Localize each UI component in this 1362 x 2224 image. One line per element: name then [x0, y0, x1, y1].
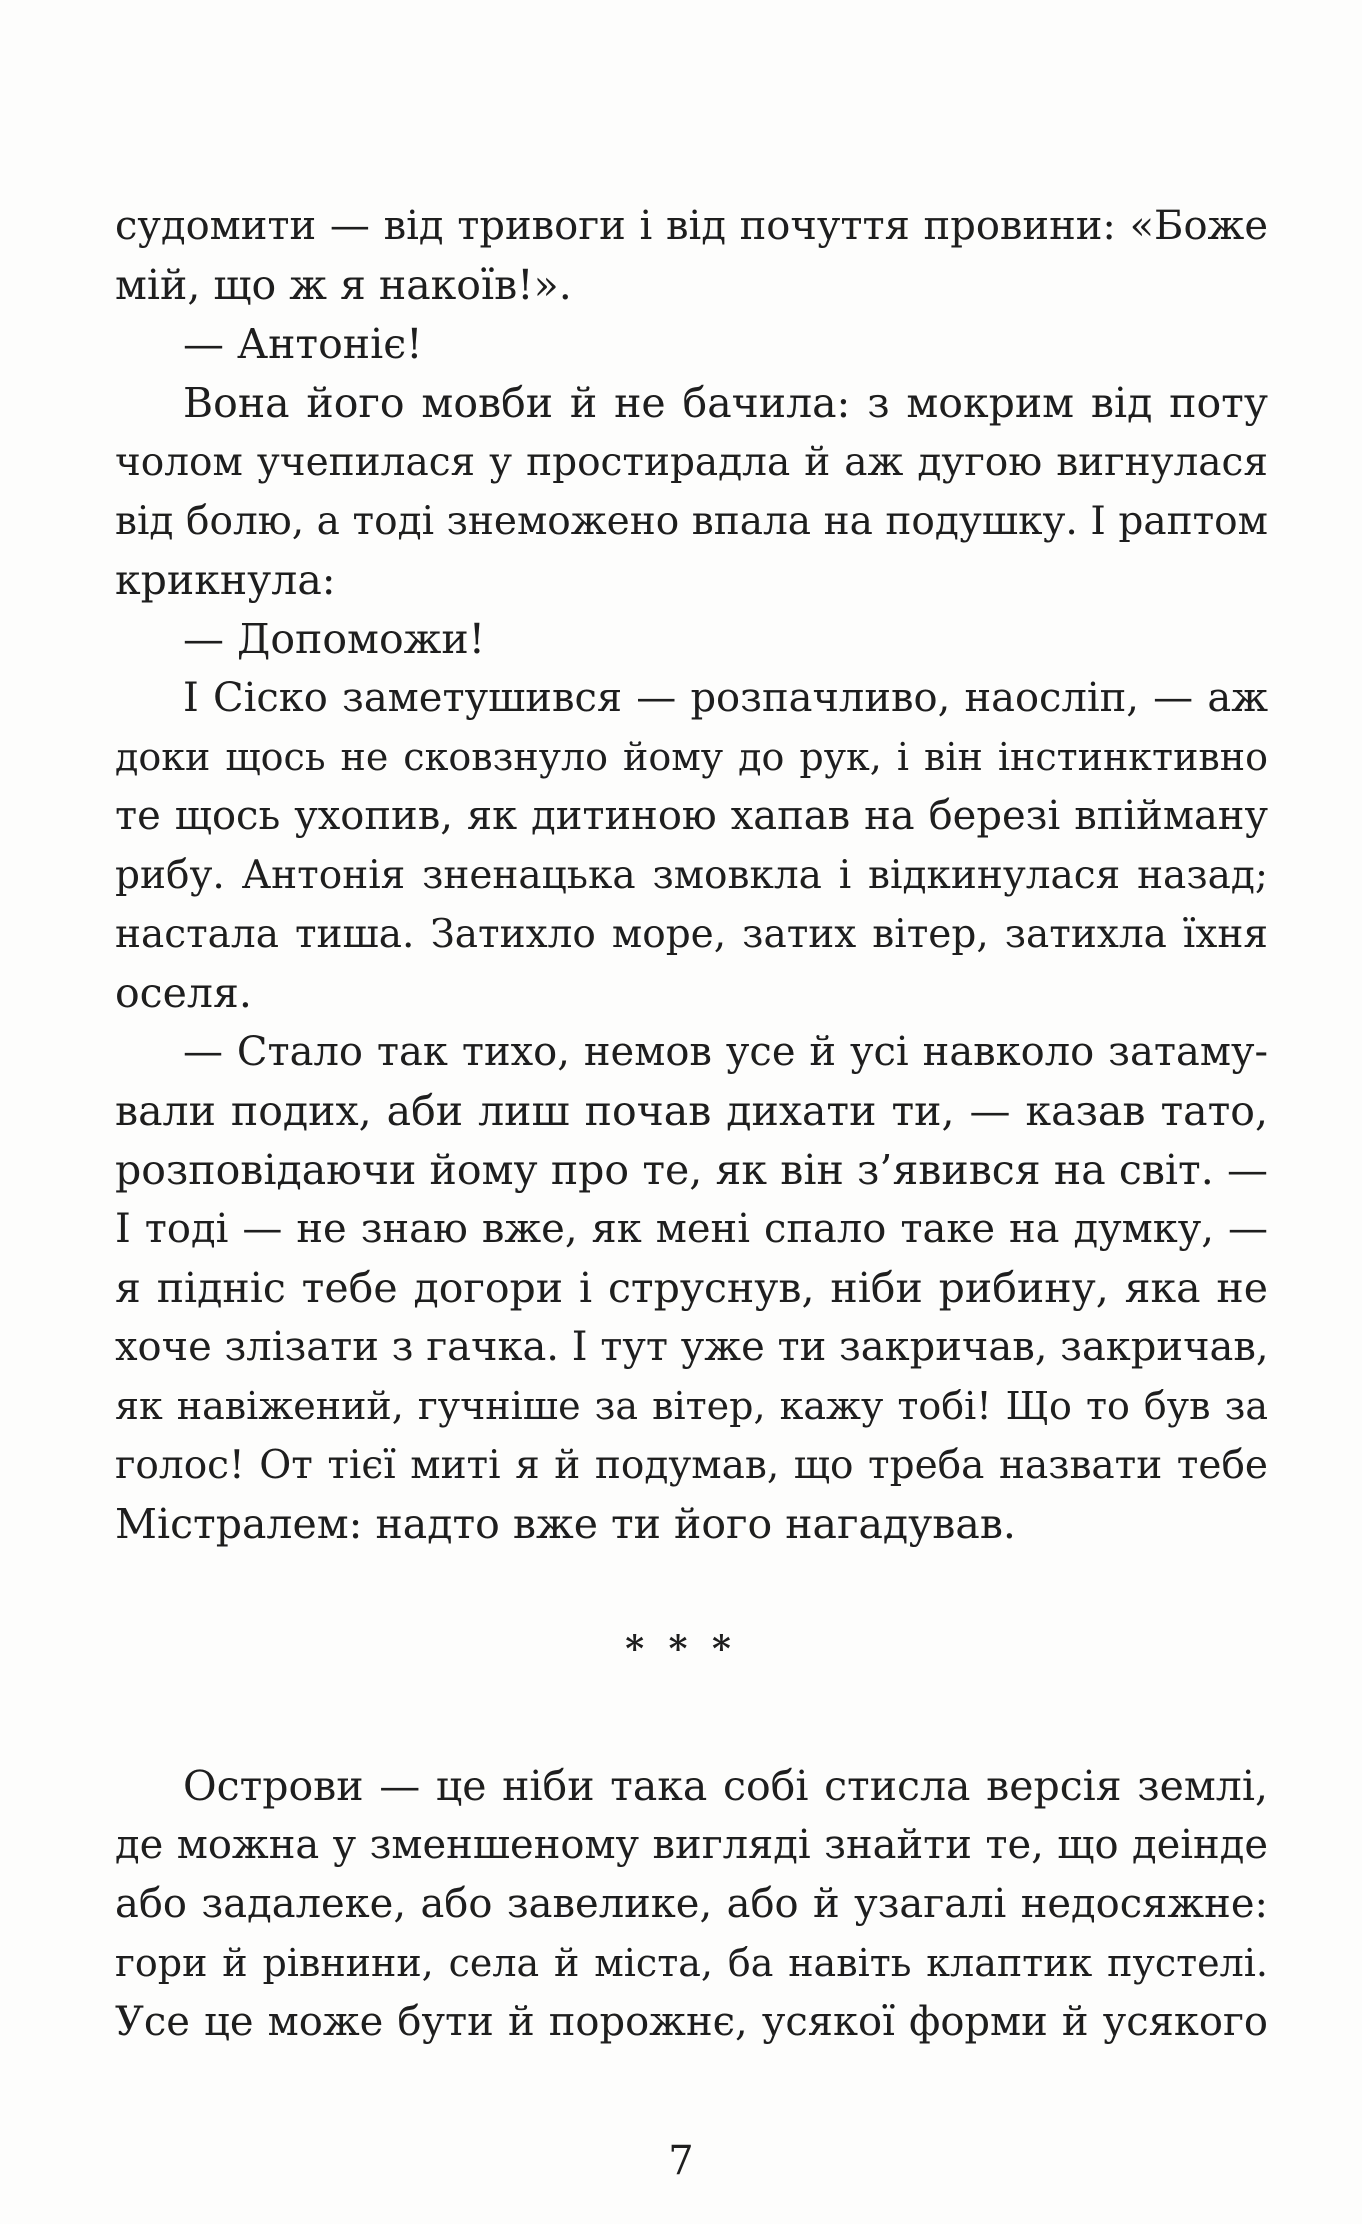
text-line: оселя.	[115, 969, 252, 1017]
text-line: І тоді — не знаю вже, як мені спало таке на думку, —	[115, 1206, 1268, 1252]
section-2-text	[115, 1757, 1268, 2052]
text-line: судомити — від тривоги і від почуття провини: «Боже	[115, 203, 1268, 249]
text-line: рибу. Антонія зненацька змовкла і відкинулася назад;	[115, 853, 1268, 898]
text-line: І Сіско заметушився — розпачливо, наосліп, — аж	[183, 675, 1268, 721]
main-text	[115, 197, 1268, 1554]
text-line: — Антоніє!	[183, 320, 423, 368]
text-line: Острови — це ніби така собі стисла версія землі,	[183, 1762, 1268, 1810]
text-line: доки щось не сковзнуло йому до рук, і він інстинктивно	[115, 735, 1268, 779]
text-line: розповідаючи йому про те, як він з’явився на світ. —	[115, 1146, 1268, 1194]
text-line: як навіжений, гучніше за вітер, кажу тобі! Що то був за	[115, 1384, 1268, 1428]
text-line: хоче злізати з гачка. І тут уже ти закричав, закричав,	[115, 1324, 1269, 1370]
text-line: я підніс тебе догори і струснув, ніби рибину, яка не	[115, 1264, 1268, 1312]
text-line: те щось ухопив, як дитиною хапав на березі впійману	[115, 793, 1268, 839]
section-separator: * * *	[625, 1628, 737, 1670]
text-line: чолом учепилася у простирадла й аж дугою вигнулася	[115, 440, 1268, 485]
text-line: від болю, а тоді знеможено впала на подушку. І раптом	[115, 499, 1268, 544]
text-line: — Допоможи!	[183, 615, 486, 663]
text-line: або задалеке, або завелике, або й узагалі недосяжне:	[115, 1881, 1268, 1927]
text-line: вали подих, аби лиш почав дихати ти, — казав тато,	[115, 1087, 1268, 1135]
page-number: 7	[668, 2138, 694, 2184]
text-line: голос! От тієї миті я й подумав, що треба назвати тебе	[115, 1443, 1268, 1488]
text-line: де можна у зменшеному вигляді знайти те, що деінде	[115, 1822, 1268, 1868]
text-line: настала тиша. Затихло море, затих вітер, затихла їхня	[115, 912, 1268, 957]
text-line: крикнула:	[115, 556, 336, 604]
text-line: — Стало так тихо, немов усе й усі навколо затаму-	[183, 1029, 1268, 1075]
text-line: Містралем: надто вже ти його нагадував.	[115, 1500, 1016, 1548]
text-line: Вона його мовби й не бачила: з мокрим від поту	[183, 379, 1268, 427]
text-line: Усе це може бути й порожнє, усякої форми й усякого	[115, 1999, 1268, 2045]
text-line: гори й рівнини, села й міста, ба навіть клаптик пустелі.	[115, 1941, 1268, 1985]
text-line: мій, що ж я накоїв!».	[115, 261, 572, 309]
